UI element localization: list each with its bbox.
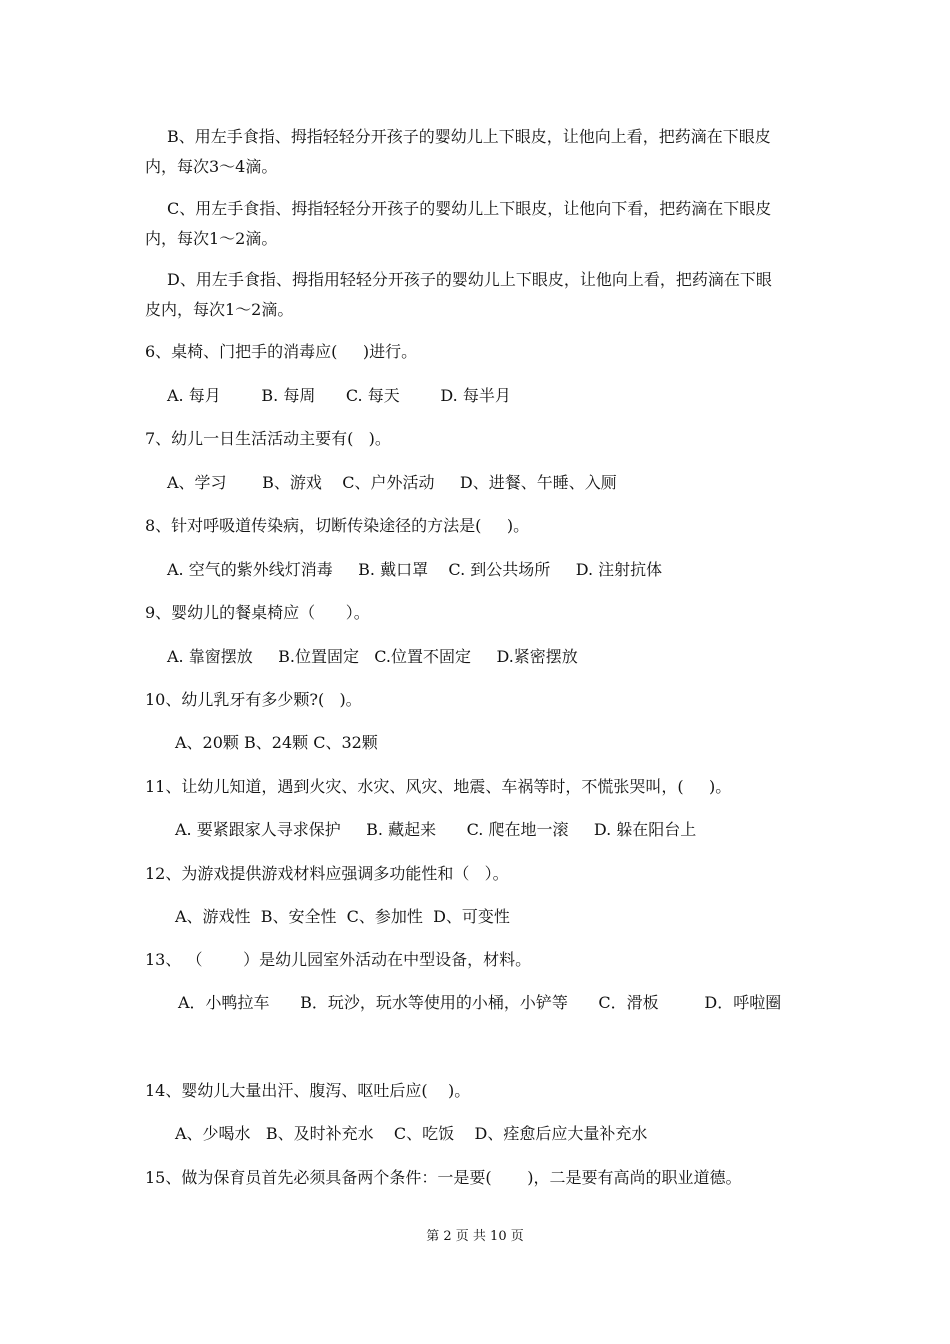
option-d-line1: D、用左手食指、拇指用轻轻分开孩子的婴幼儿上下眼皮，让他向上看，把药滴在下眼 (167, 270, 772, 289)
option-b-line2: 内，每次3～4滴。 (145, 157, 278, 176)
question-14-stem: 14、婴幼儿大量出汗、腹泻、呕吐后应( )。 (145, 1081, 471, 1100)
question-6-stem: 6、桌椅、门把手的消毒应( )进行。 (145, 342, 418, 361)
question-13-options: A．小鸭拉车 B．玩沙，玩水等使用的小桶，小铲等 C．滑板 D．呼啦圈 (178, 993, 782, 1012)
option-c-line1: C、用左手食指、拇指轻轻分开孩子的婴幼儿上下眼皮，让他向下看，把药滴在下眼皮 (167, 199, 772, 218)
question-12-options: A、游戏性 B、安全性 C、参加性 D、可变性 (175, 907, 510, 926)
option-d-line2: 皮内，每次1～2滴。 (145, 300, 294, 319)
option-c-line2: 内，每次1～2滴。 (145, 229, 278, 248)
question-6-options: A. 每月 B. 每周 C. 每天 D. 每半月 (167, 386, 511, 405)
question-9-stem: 9、婴幼儿的餐桌椅应（ ）。 (145, 603, 370, 622)
question-10-options: A、20颗 B、24颗 C、32颗 (175, 733, 378, 752)
question-11-options: A. 要紧跟家人寻求保护 B. 藏起来 C. 爬在地一滚 D. 躲在阳台上 (175, 820, 697, 839)
option-b-line1: B、用左手食指、拇指轻轻分开孩子的婴幼儿上下眼皮，让他向上看，把药滴在下眼皮 (167, 127, 771, 146)
question-9-options: A. 靠窗摆放 B.位置固定 C.位置不固定 D.紧密摆放 (167, 647, 578, 666)
question-15-stem: 15、做为保育员首先必须具备两个条件：一是要( )，二是要有高尚的职业道德。 (145, 1168, 742, 1187)
question-14-options: A、少喝水 B、及时补充水 C、吃饭 D、痊愈后应大量补充水 (175, 1124, 648, 1143)
question-7-stem: 7、幼儿一日生活活动主要有( )。 (145, 429, 391, 448)
question-8-options: A. 空气的紫外线灯消毒 B. 戴口罩 C. 到公共场所 D. 注射抗体 (167, 560, 663, 579)
question-13-stem: 13、 （ ）是幼儿园室外活动在中型设备，材料。 (145, 950, 532, 969)
question-12-stem: 12、为游戏提供游戏材料应强调多功能性和（ ）。 (145, 864, 509, 883)
page-number-footer: 第 2 页 共 10 页 (426, 1229, 524, 1244)
question-10-stem: 10、幼儿乳牙有多少颗?( )。 (145, 690, 362, 709)
question-8-stem: 8、针对呼吸道传染病，切断传染途径的方法是( )。 (145, 516, 530, 535)
question-7-options: A、学习 B、游戏 C、户外活动 D、进餐、午睡、入厕 (167, 473, 617, 492)
question-11-stem: 11、让幼儿知道，遇到火灾、水灾、风灾、地震、车祸等时，不慌张哭叫，( )。 (145, 777, 732, 796)
